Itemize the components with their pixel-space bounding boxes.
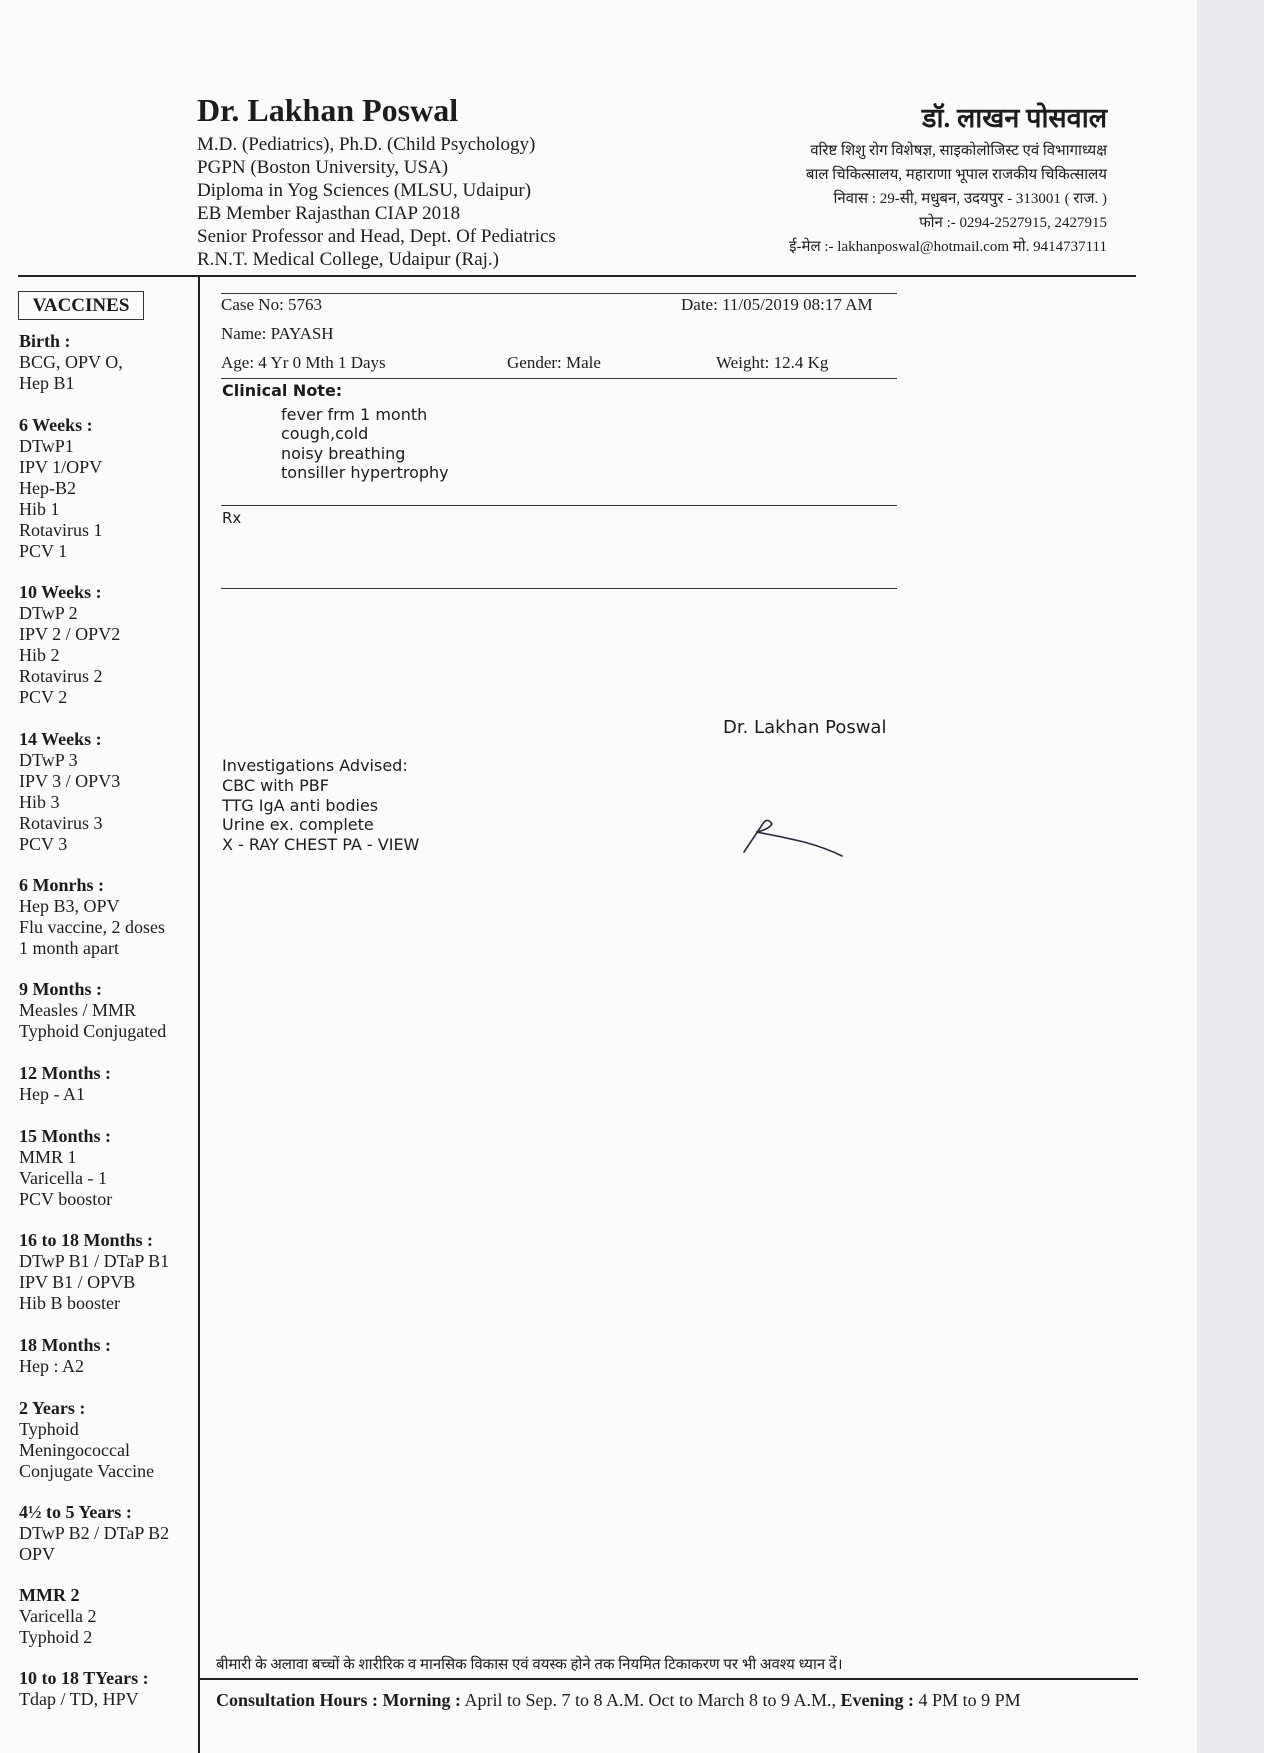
- clinical-note-rule: [221, 505, 897, 506]
- vaccine-group: [19, 582, 120, 708]
- vaccine-item: PCV 2: [19, 687, 68, 707]
- vaccine-group-heading: 14 Weeks :: [19, 729, 102, 749]
- vaccine-item: Hep B1: [19, 373, 75, 393]
- clinical-note-item: fever frm 1 month: [281, 405, 428, 424]
- investigations-label: Investigations Advised:: [222, 756, 408, 775]
- vaccine-group-heading: 9 Months :: [19, 979, 103, 999]
- hindi-hospital: बाल चिकित्सालय, महाराणा भूपाल राजकीय चिकित्सालय: [805, 167, 1107, 183]
- vaccine-item: DTwP1: [19, 436, 74, 456]
- hindi-designation: वरिष्ट शिशु रोग विशेषज्ञ, साइकोलोजिस्ट एवं विभागाध्यक्ष: [810, 143, 1107, 159]
- vaccine-group: [19, 1063, 111, 1105]
- clinical-note-item: cough,cold: [281, 424, 369, 443]
- vaccine-item: Meningococcal: [19, 1440, 130, 1460]
- vaccine-group: [19, 1585, 96, 1648]
- qualification-line: EB Member Rajasthan CIAP 2018: [197, 203, 461, 224]
- investigation-item: CBC with PBF: [222, 776, 329, 795]
- vaccine-group: [19, 1126, 112, 1210]
- vaccine-item: Hep - A1: [19, 1084, 85, 1104]
- rx-rule: [221, 588, 897, 589]
- qualification-line: PGPN (Boston University, USA): [197, 157, 449, 178]
- vaccine-group-heading: Birth :: [19, 331, 71, 351]
- vaccine-group: [19, 875, 165, 959]
- vaccine-group-heading: 15 Months :: [19, 1126, 112, 1146]
- vaccine-group: [19, 415, 103, 562]
- doctor-name-english: Dr. Lakhan Poswal: [197, 92, 459, 128]
- vaccine-item: Flu vaccine, 2 doses: [19, 917, 165, 937]
- footer-advice-hindi: बीमारी के अलावा बच्चों के शारीरिक व मानसिक विकास एवं वयस्क होने तक नियमित टिकाकरण पर भी अवश्य ध्यान दें।: [216, 1657, 843, 1673]
- vaccine-item: IPV 3 / OPV3: [19, 771, 121, 791]
- vaccine-item: Typhoid 2: [19, 1627, 93, 1647]
- rx-label: Rx: [222, 509, 242, 527]
- evening-label: Evening :: [840, 1690, 915, 1710]
- vaccine-group-heading: 10 to 18 TYears :: [19, 1668, 149, 1688]
- vaccine-item: IPV B1 / OPVB: [19, 1272, 136, 1292]
- vaccine-group-heading: 18 Months :: [19, 1335, 112, 1355]
- vaccine-group-heading: 6 Monrhs :: [19, 875, 104, 895]
- info-top-rule: [221, 293, 897, 294]
- qualification-line: Diploma in Yog Sciences (MLSU, Udaipur): [197, 180, 532, 201]
- vaccine-group: [19, 331, 123, 394]
- vaccine-group: [19, 1230, 169, 1314]
- evening-hours: 4 PM to 9 PM: [914, 1690, 1021, 1710]
- vaccine-item: Hib 2: [19, 645, 60, 665]
- vaccine-item: Hep-B2: [19, 478, 76, 498]
- vaccine-item: IPV 1/OPV: [19, 457, 103, 477]
- vaccine-item: Rotavirus 2: [19, 666, 103, 686]
- vaccine-item: Rotavirus 3: [19, 813, 103, 833]
- vaccine-item: Rotavirus 1: [19, 520, 103, 540]
- vaccine-item: Typhoid Conjugated: [19, 1021, 167, 1041]
- patient-name: Name: PAYASH: [221, 324, 334, 343]
- vaccine-group-heading: 6 Weeks :: [19, 415, 93, 435]
- vaccine-group: [19, 1502, 169, 1565]
- vaccine-group: [19, 1398, 154, 1482]
- vaccine-item: PCV 3: [19, 834, 68, 854]
- vaccine-item: DTwP 2: [19, 603, 78, 623]
- vaccine-item: Typhoid: [19, 1419, 79, 1439]
- morning-hours: April to Sep. 7 to 8 A.M. Oct to March 8 to 9 A.M.,: [461, 1690, 837, 1710]
- investigation-item: TTG IgA anti bodies: [222, 796, 379, 815]
- vaccine-group: [19, 729, 120, 855]
- vaccine-item: Varicella - 1: [19, 1168, 107, 1188]
- clinical-note-item: noisy breathing: [281, 444, 406, 463]
- vaccine-item: DTwP B2 / DTaP B2: [19, 1523, 170, 1543]
- vaccine-group-heading: 2 Years :: [19, 1398, 86, 1418]
- scan-margin: [1197, 0, 1264, 1753]
- morning-label: Morning :: [382, 1690, 462, 1710]
- vaccine-item: OPV: [19, 1544, 56, 1564]
- consultation-hours: [216, 1690, 1021, 1711]
- vaccine-item: Hep B3, OPV: [19, 896, 120, 916]
- clinical-note-label: Clinical Note:: [222, 381, 343, 400]
- case-number: Case No: 5763: [221, 295, 323, 314]
- clinical-note-item: tonsiller hypertrophy: [281, 463, 449, 482]
- vaccine-item: BCG, OPV O,: [19, 352, 123, 372]
- vaccine-item: Varicella 2: [19, 1606, 97, 1626]
- vaccine-group-heading: 16 to 18 Months :: [19, 1230, 153, 1250]
- vaccine-item: Conjugate Vaccine: [19, 1461, 155, 1481]
- vaccine-item: DTwP 3: [19, 750, 78, 770]
- vaccine-item: Hib 3: [19, 792, 60, 812]
- hindi-phone: फोन :- 0294-2527915, 2427915: [919, 215, 1107, 231]
- qualification-line: Senior Professor and Head, Dept. Of Pediatrics: [197, 226, 556, 247]
- vaccines-title: VACCINES: [18, 291, 144, 320]
- vaccine-item: Measles / MMR: [19, 1000, 136, 1020]
- vaccine-group: [19, 1335, 111, 1377]
- vaccine-item: PCV 1: [19, 541, 68, 561]
- patient-gender: Gender: Male: [507, 353, 601, 372]
- qualification-line: R.N.T. Medical College, Udaipur (Raj.): [197, 249, 499, 270]
- doctor-name-hindi: डॉ. लाखन पोसवाल: [922, 103, 1107, 133]
- hindi-address: निवास : 29-सी, मधुबन, उदयपुर - 313001 ( राज. ): [833, 191, 1107, 207]
- info-bottom-rule: [221, 378, 897, 379]
- vaccine-item: Hib B booster: [19, 1293, 120, 1313]
- vaccine-item: 1 month apart: [19, 938, 119, 958]
- vaccine-group: [19, 1668, 149, 1710]
- vaccine-item: DTwP B1 / DTaP B1: [19, 1251, 170, 1271]
- patient-age: Age: 4 Yr 0 Mth 1 Days: [221, 353, 386, 372]
- investigation-item: X - RAY CHEST PA - VIEW: [222, 835, 420, 854]
- patient-weight: Weight: 12.4 Kg: [716, 353, 829, 372]
- qualification-line: M.D. (Pediatrics), Ph.D. (Child Psychology): [197, 134, 536, 155]
- vaccine-group-heading: MMR 2: [19, 1585, 80, 1605]
- investigation-item: Urine ex. complete: [222, 815, 374, 834]
- vaccine-item: Hib 1: [19, 499, 60, 519]
- vaccine-item: Tdap / TD, HPV: [19, 1689, 139, 1709]
- visit-date: Date: 11/05/2019 08:17 AM: [681, 295, 873, 314]
- signature-name: Dr. Lakhan Poswal: [723, 717, 887, 738]
- footer-divider: [198, 1678, 1138, 1680]
- vaccine-group-heading: 12 Months :: [19, 1063, 112, 1083]
- vaccine-group: [19, 979, 166, 1042]
- vaccine-item: MMR 1: [19, 1147, 77, 1167]
- vaccine-item: PCV boostor: [19, 1189, 113, 1209]
- vaccine-item: Hep : A2: [19, 1356, 84, 1376]
- sidebar-divider: [198, 276, 200, 1753]
- hindi-email-mobile: ई-मेल :- lakhanposwal@hotmail.com मो. 9414737111: [789, 239, 1107, 255]
- vaccine-group-heading: 10 Weeks :: [19, 582, 102, 602]
- vaccine-item: IPV 2 / OPV2: [19, 624, 121, 644]
- consultation-label: Consultation Hours :: [216, 1690, 379, 1710]
- signature-scribble-icon: [738, 814, 848, 862]
- vaccine-group-heading: 4½ to 5 Years :: [19, 1502, 132, 1522]
- header-divider: [18, 275, 1136, 277]
